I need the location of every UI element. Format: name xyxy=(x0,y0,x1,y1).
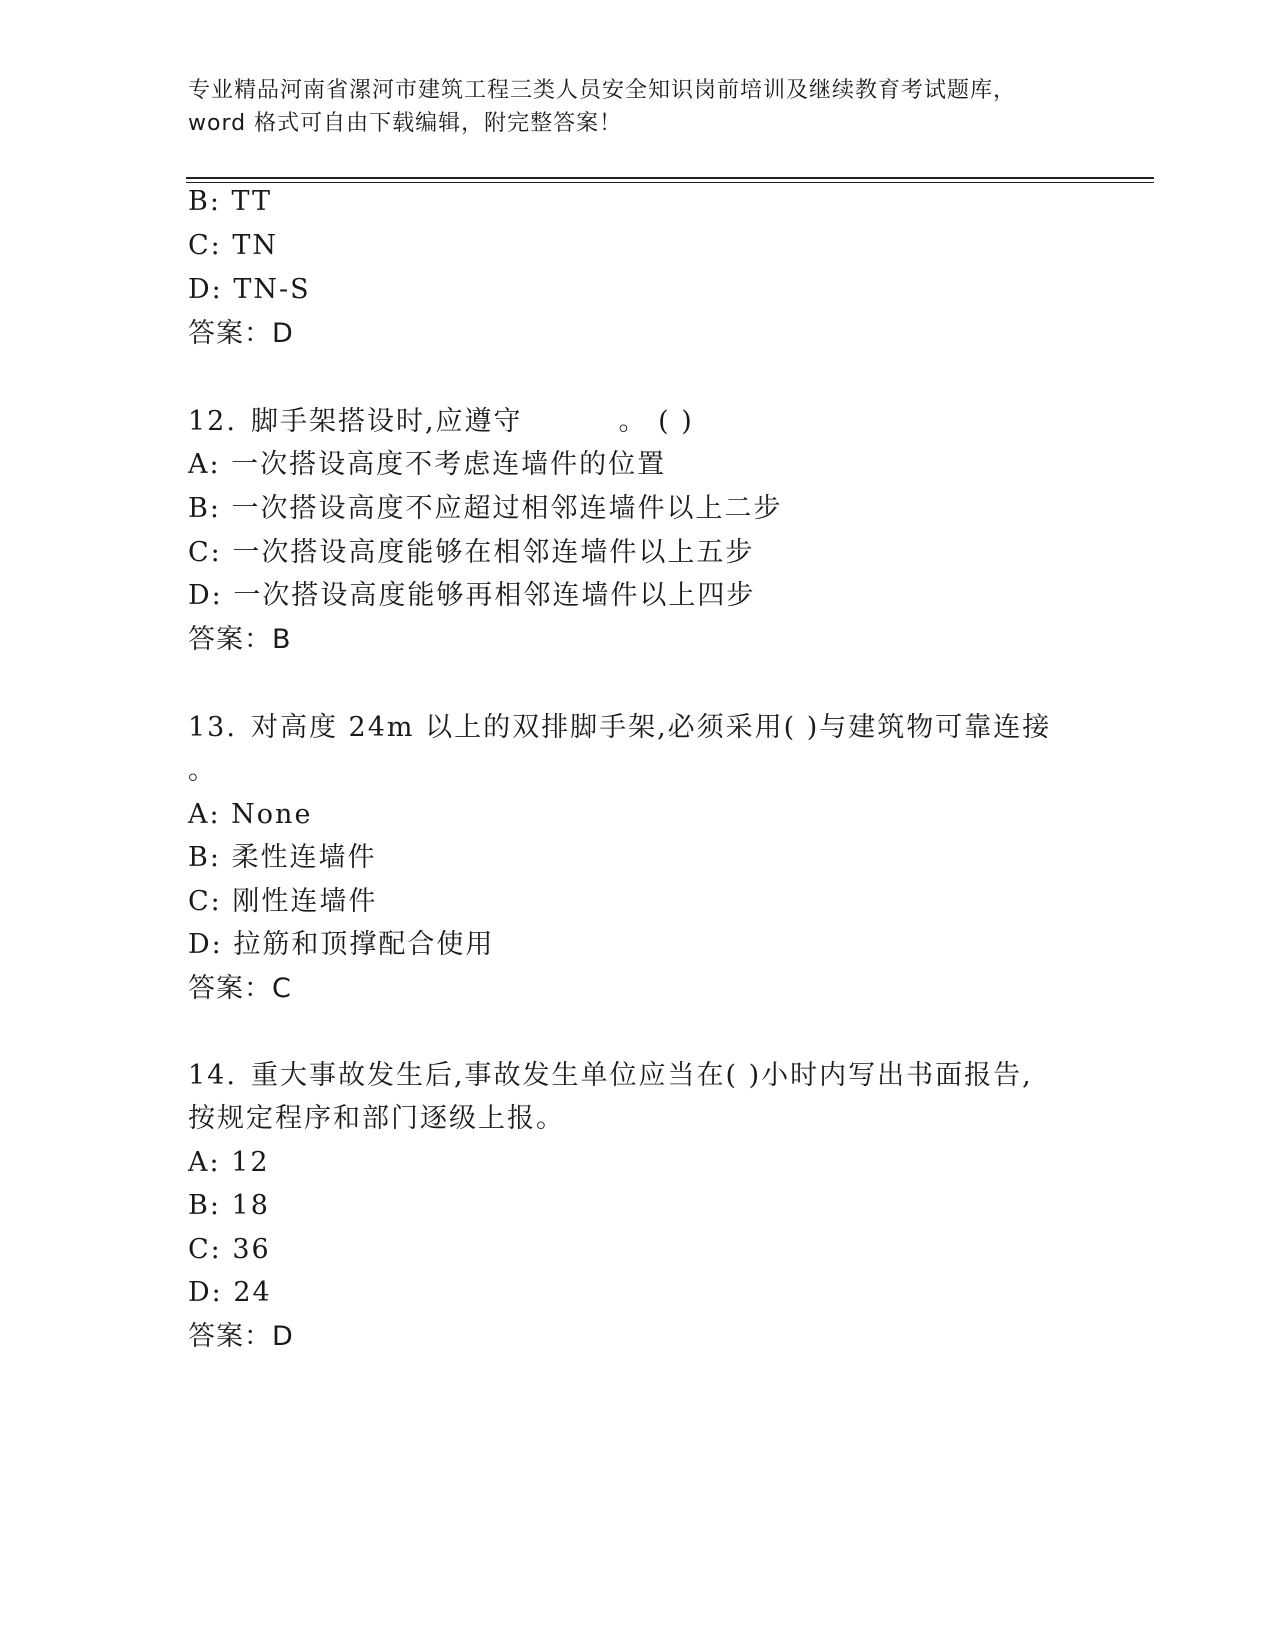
q14-option-a: A: 12 xyxy=(188,1147,270,1178)
q13-option-b: B: 柔性连墙件 xyxy=(188,842,377,873)
q14-option-d: D: 24 xyxy=(188,1277,272,1308)
header-divider-thin xyxy=(186,182,1154,183)
q11-answer: 答案：D xyxy=(188,318,294,349)
q13-option-a: A: None xyxy=(188,799,313,830)
q11-option-b: B: TT xyxy=(188,186,273,217)
q13-stem xyxy=(188,712,1051,744)
header-divider-thick xyxy=(186,177,1154,179)
q12-number: 12. xyxy=(188,406,237,437)
q14-stem-text: 重大事故发生后,事故发生单位应当在( )小时内写出书面报告, xyxy=(250,1060,1033,1091)
q13-option-d: D: 拉筋和顶撑配合使用 xyxy=(188,929,495,960)
header-title-line-1: 专业精品河南省漯河市建筑工程三类人员安全知识岗前培训及继续教育考试题库， xyxy=(188,78,1017,103)
q14-option-b: B: 18 xyxy=(188,1190,270,1221)
q12-stem-text: 脚手架搭设时,应遵守 xyxy=(250,406,523,437)
q12-option-c: C: 一次搭设高度能够在相邻连墙件以上五步 xyxy=(188,537,755,568)
q12-answer: 答案：B xyxy=(188,624,292,655)
q13-stem-continued: 。 xyxy=(188,755,217,786)
q12-option-d: D: 一次搭设高度能够再相邻连墙件以上四步 xyxy=(188,580,756,611)
q11-option-c: C: TN xyxy=(188,230,278,261)
q14-stem-continued: 按规定程序和部门逐级上报。 xyxy=(188,1103,565,1134)
q11-option-d: D: TN-S xyxy=(188,274,311,305)
q14-number: 14. xyxy=(188,1060,237,1091)
q12-option-b: B: 一次搭设高度不应超过相邻连墙件以上二步 xyxy=(188,493,783,524)
q13-stem-text: 对高度 24m 以上的双排脚手架,必须采用( )与建筑物可靠连接 xyxy=(250,712,1052,743)
header-title-line-2: word 格式可自由下载编辑，附完整答案！ xyxy=(188,111,623,136)
q13-answer: 答案：C xyxy=(188,973,292,1004)
q12-stem xyxy=(188,406,694,438)
q14-stem xyxy=(188,1060,1033,1092)
document-header xyxy=(188,74,1108,140)
q12-stem-paren: 。 ( ) xyxy=(618,406,694,437)
q14-option-c: C: 36 xyxy=(188,1234,271,1265)
q14-answer: 答案：D xyxy=(188,1321,294,1352)
q12-option-a: A: 一次搭设高度不考虑连墙件的位置 xyxy=(188,449,667,480)
q13-number: 13. xyxy=(188,712,237,743)
q13-option-c: C: 刚性连墙件 xyxy=(188,886,378,917)
